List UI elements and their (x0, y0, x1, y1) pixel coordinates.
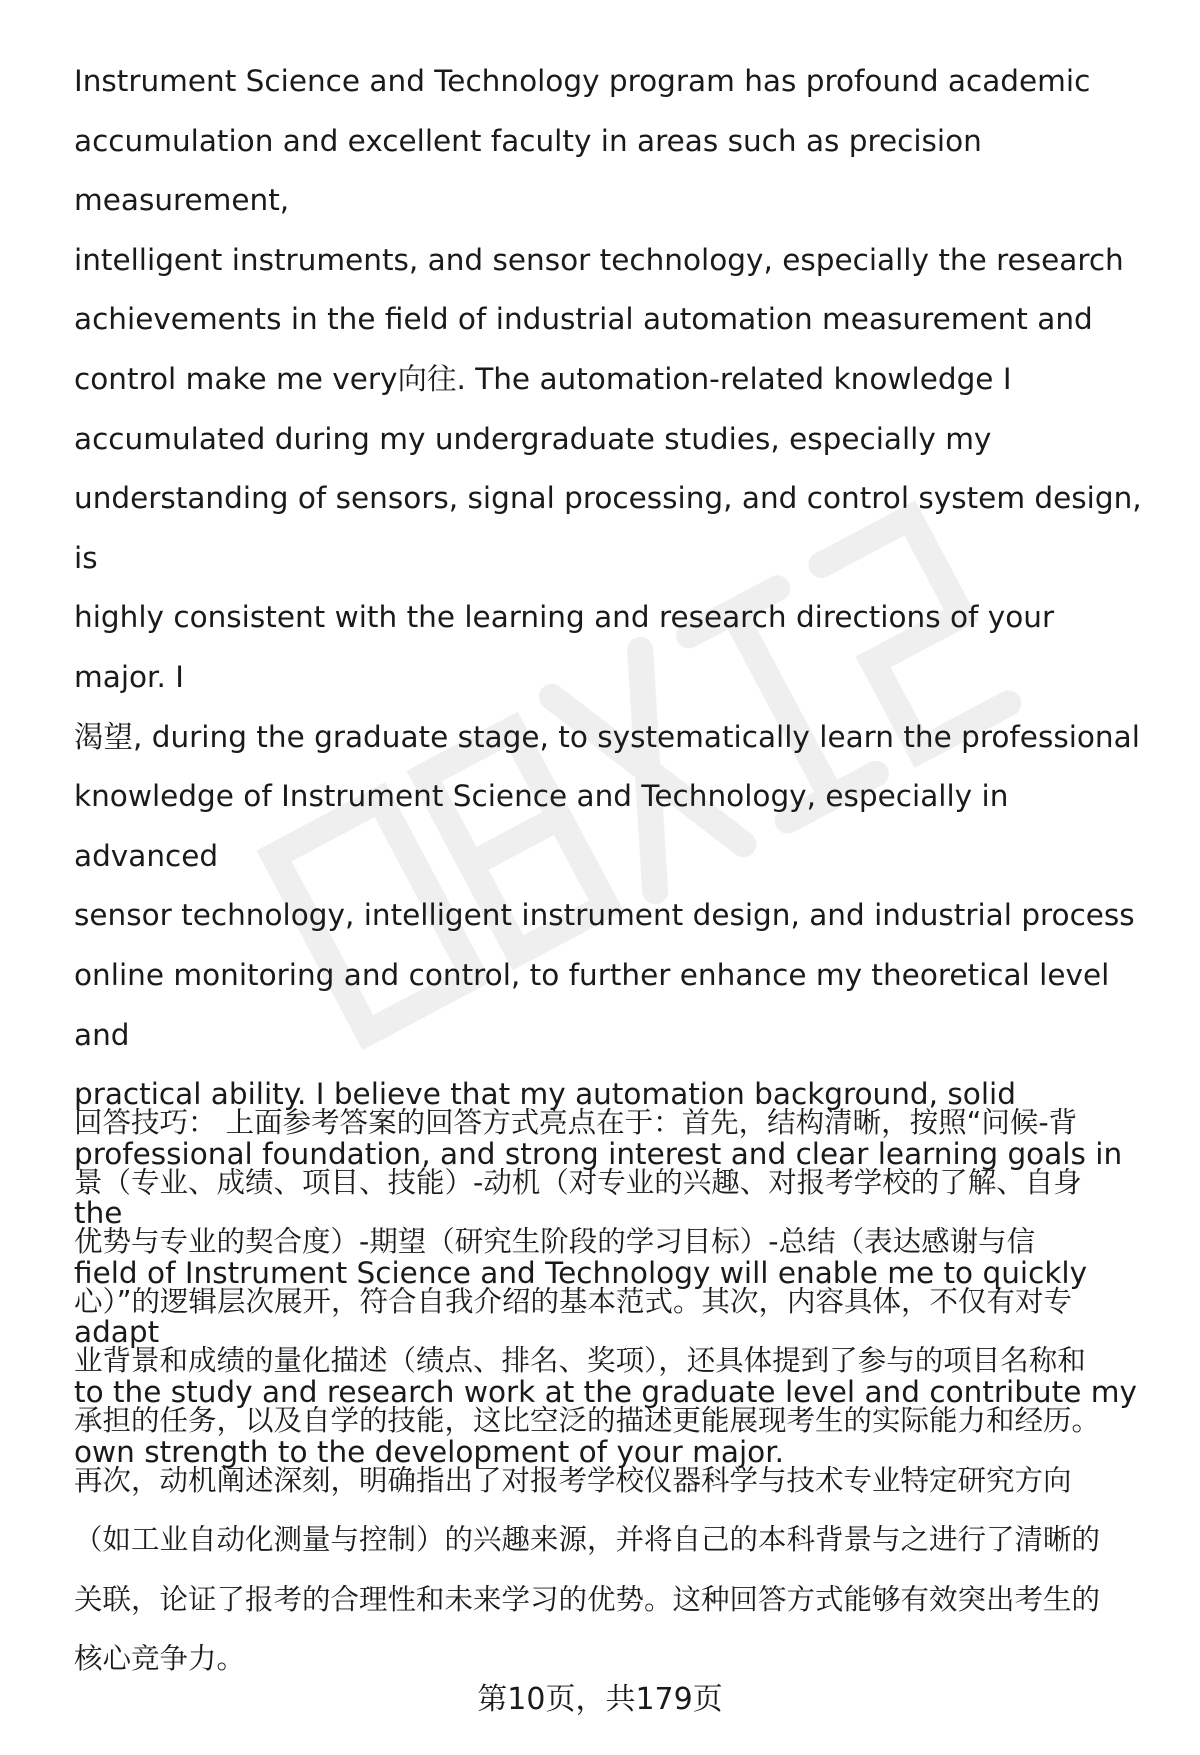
page-number-footer: 第10页，共179页 (477, 1682, 723, 1717)
answer-english-paragraph: Instrument Science and Technology program has profound academic accumulation and excellent faculty in areas such as precision measurement, intelligent instruments, and sensor technology, especially the research achievements in the field of industrial automation measurement and control make me very向往. The automation-related knowledge I accumulated during my undergraduate studies, especially my understanding of sensors, signal processing, and control system design, is highly consistent with the learning and research directions of your major. I 渴望, during the graduate stage, to systematically learn the professional knowledge of Instrument Science and Technology, especially in advanced sensor technology, intelligent instrument design, and industrial process online monitoring and control, to further enhance my theoretical level and practical ability. I believe that my automation background, solid professional foundation, and strong interest and clear learning goals in the field of Instrument Science and Technology will enable me to quickly adapt to the study and research work at the graduate level and contribute my own strength to the development of your major. (74, 64, 1142, 1469)
tips-body: 上面参考答案的回答方式亮点在于：首先，结构清晰，按照“问候-背 景（专业、成绩、项目、技能）-动机（对专业的兴趣、对报考学校的了解、自身 优势与专业的契合度）-期望（研究生阶段的学习目标）-总结（表达感谢与信 心）”的逻辑层次展开，符合自我介绍的基本范式。其次，内容具体，不仅有对专 业背景和成绩的量化描述（绩点、排名、奖项），还具体提到了参与的项目名称和 承担的任务，以及自学的技能，这比空泛的描述更能展现考生的实际能力和经历。 再次，动机阐述深刻，明确指出了对报考学校仪器科学与技术专业特定研究方向 （如工业自动化测量与控制）的兴趣来源，并将自己的本科背景与之进行了清晰的 关联，论证了报考的合理性和未来学习的优势。这种回答方式能够有效突出考生的 核心竞争力。 (74, 1106, 1101, 1676)
answer-tips-paragraph (74, 1093, 1154, 1689)
tips-label: 回答技巧： (74, 1106, 217, 1139)
